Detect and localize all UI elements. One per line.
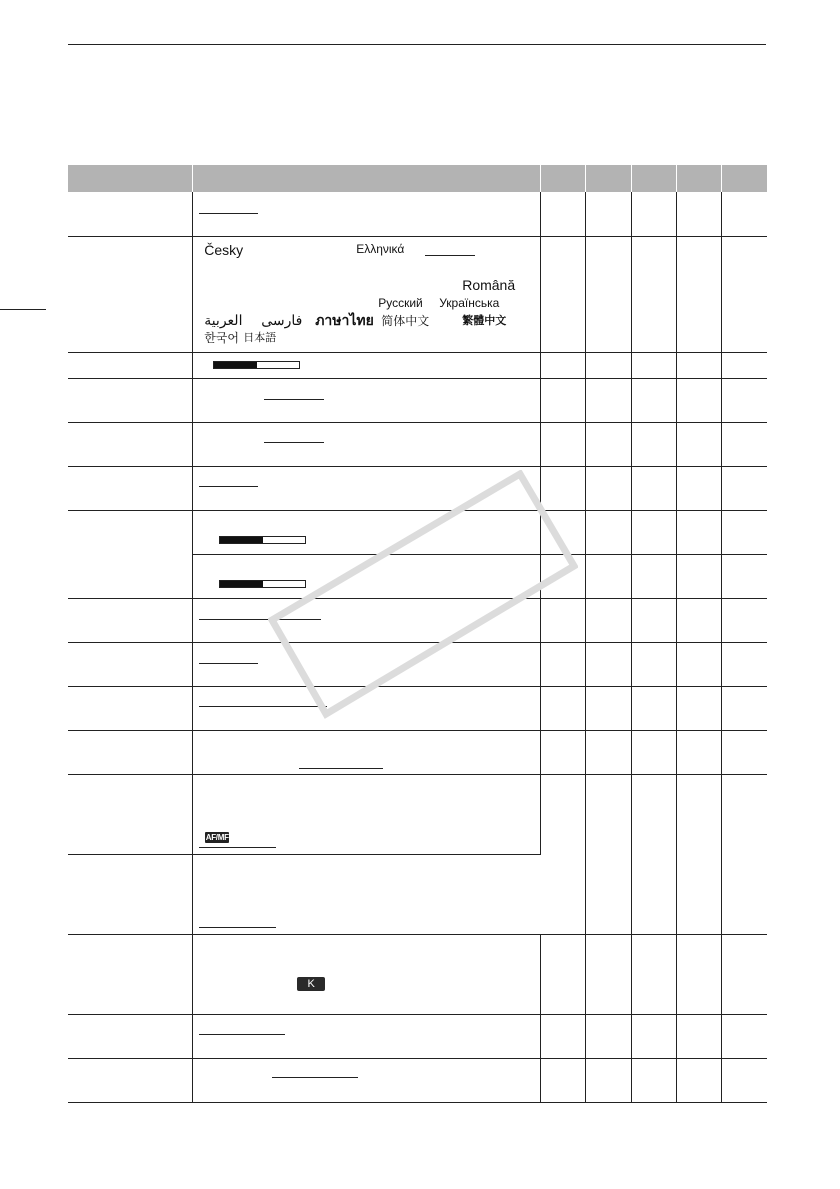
item-cell (68, 934, 193, 1014)
page-top-rule (68, 44, 766, 45)
item-cell (68, 236, 193, 352)
default-underline (425, 255, 475, 256)
table-row (68, 422, 767, 466)
item-cell (68, 510, 193, 598)
default-underline (199, 1034, 285, 1035)
item-cell (68, 642, 193, 686)
table-row (68, 686, 767, 730)
default-underline (272, 1077, 358, 1078)
setting-cell (193, 642, 541, 686)
table-row (68, 1014, 767, 1058)
setting-cell (193, 934, 541, 1014)
header-item (68, 165, 193, 192)
setting-cell (193, 730, 541, 774)
header-mode-1 (541, 165, 586, 192)
header-mode-5 (722, 165, 767, 192)
header-settings (193, 165, 541, 192)
setting-cell-languages (193, 236, 541, 352)
table-row (68, 1058, 767, 1102)
language-option: Русский (378, 295, 423, 310)
item-cell (68, 854, 193, 934)
setting-cell (193, 598, 541, 642)
table-row (68, 378, 767, 422)
default-underline (199, 706, 327, 707)
setting-cell (193, 1014, 541, 1058)
default-underline (199, 213, 258, 214)
table-row (68, 510, 767, 554)
level-bar-fill (214, 362, 257, 368)
language-option: Ελληνικά (356, 241, 405, 256)
item-cell (68, 774, 193, 854)
setting-cell (193, 466, 541, 510)
settings-table (68, 165, 767, 1103)
header-mode-4 (676, 165, 721, 192)
language-option: فارسی (261, 311, 303, 328)
language-option: 한국어 (204, 330, 239, 345)
setting-cell (193, 510, 541, 554)
language-option: Українська (439, 295, 500, 310)
table-row (68, 192, 767, 236)
item-cell (68, 686, 193, 730)
level-bar (219, 580, 306, 588)
item-cell (68, 378, 193, 422)
default-underline (199, 927, 276, 928)
item-cell (68, 352, 193, 378)
table-row (68, 642, 767, 686)
level-bar-fill (220, 537, 263, 543)
language-option: 简体中文 (381, 313, 430, 328)
item-cell (68, 466, 193, 510)
table-row (68, 352, 767, 378)
default-underline (264, 399, 324, 400)
language-option: ภาษาไทย (315, 311, 374, 328)
setting-cell (193, 352, 541, 378)
language-option: Česky (204, 241, 244, 258)
language-option: 繁體中文 (462, 314, 507, 327)
default-underline (199, 619, 321, 620)
item-cell (68, 192, 193, 236)
table-row (68, 466, 767, 510)
setting-cell (193, 774, 541, 854)
item-cell (68, 422, 193, 466)
k-icon: K (297, 977, 325, 991)
af-mf-icon: AF/MF (205, 832, 229, 842)
table-row (68, 236, 767, 352)
setting-cell (193, 554, 541, 598)
table-header (68, 165, 767, 192)
header-mode-2 (586, 165, 631, 192)
item-cell (68, 1014, 193, 1058)
mode-cell (541, 774, 586, 934)
setting-cell (193, 854, 541, 934)
level-bar-fill (220, 581, 263, 587)
setting-cell (193, 686, 541, 730)
setting-cell (193, 1058, 541, 1102)
language-option: العربية (204, 311, 243, 328)
default-underline (199, 663, 258, 664)
item-cell (68, 598, 193, 642)
default-underline (264, 442, 324, 443)
table-row (68, 774, 767, 854)
language-option: Română (462, 276, 516, 293)
table-row (68, 934, 767, 1014)
level-bar (219, 536, 306, 544)
side-tab-marker (0, 309, 46, 310)
item-cell (68, 1058, 193, 1102)
default-underline (199, 486, 258, 487)
default-underline (299, 768, 383, 769)
table-row (68, 730, 767, 774)
setting-cell (193, 422, 541, 466)
item-cell (68, 730, 193, 774)
table-row (68, 598, 767, 642)
language-option: 日本語 (243, 331, 277, 344)
level-bar (213, 361, 300, 369)
default-underline (199, 847, 276, 848)
header-mode-3 (631, 165, 676, 192)
setting-cell (193, 378, 541, 422)
setting-cell (193, 192, 541, 236)
